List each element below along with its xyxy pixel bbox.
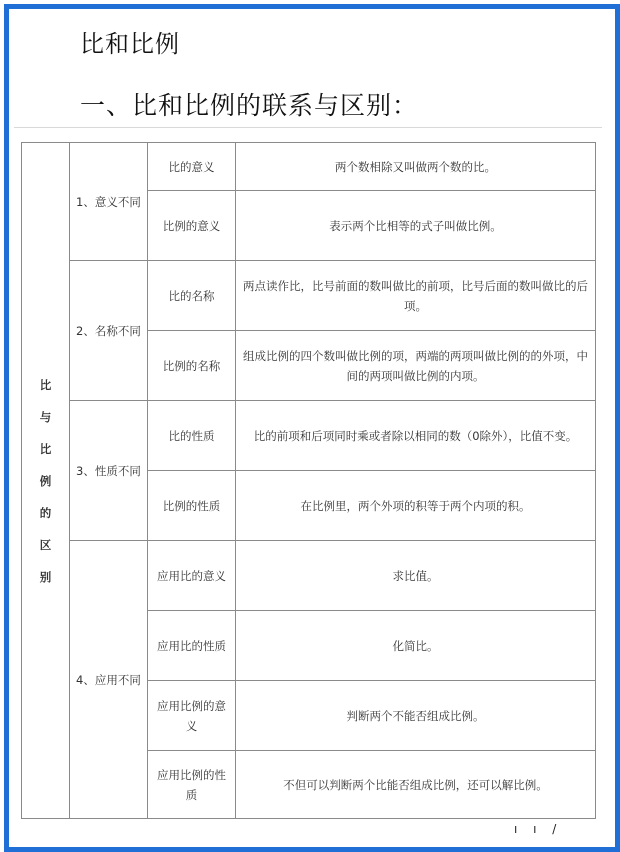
table-row xyxy=(22,261,596,331)
row-header-char: 比 xyxy=(39,377,52,392)
footer-marks: ı ı / xyxy=(514,822,563,836)
row-header-char: 的 xyxy=(39,505,52,520)
aspect-cell: 比例的性质 xyxy=(148,471,236,541)
group-label-meaning: 1、意义不同 xyxy=(70,143,148,261)
row-header-char: 比 xyxy=(39,441,52,456)
aspect-cell: 比例的意义 xyxy=(148,191,236,261)
description-cell: 求比值。 xyxy=(236,541,596,611)
aspect-cell: 应用比例的性质 xyxy=(148,751,236,819)
description-cell: 组成比例的四个数叫做比例的项，两端的两项叫做比例的的外项，中间的两项叫做比例的内项。 xyxy=(236,331,596,401)
section-heading: 一、比和比例的联系与区别： xyxy=(80,91,419,120)
row-header-char: 区 xyxy=(39,537,52,552)
row-header-char: 例 xyxy=(39,473,52,488)
aspect-cell: 比例的名称 xyxy=(148,331,236,401)
aspect-cell: 比的性质 xyxy=(148,401,236,471)
description-cell: 两个数相除又叫做两个数的比。 xyxy=(236,143,596,191)
description-cell: 化简比。 xyxy=(236,611,596,681)
table-row xyxy=(22,541,596,611)
group-label-name: 2、名称不同 xyxy=(70,261,148,401)
aspect-cell: 比的名称 xyxy=(148,261,236,331)
description-cell: 判断两个不能否组成比例。 xyxy=(236,681,596,751)
group-label-application: 4、应用不同 xyxy=(70,541,148,819)
description-cell: 两点读作比，比号前面的数叫做比的前项，比号后面的数叫做比的后项。 xyxy=(236,261,596,331)
group-label-property: 3、性质不同 xyxy=(70,401,148,541)
aspect-cell: 应用比例的意义 xyxy=(148,681,236,751)
page-title: 比和比例 xyxy=(80,30,180,58)
row-header-char: 别 xyxy=(39,569,52,584)
description-cell: 表示两个比相等的式子叫做比例。 xyxy=(236,191,596,261)
comparison-table xyxy=(21,142,596,819)
divider xyxy=(14,127,602,128)
aspect-cell: 应用比的意义 xyxy=(148,541,236,611)
description-cell: 不但可以判断两个比能否组成比例，还可以解比例。 xyxy=(236,751,596,819)
aspect-cell: 应用比的性质 xyxy=(148,611,236,681)
description-cell: 比的前项和后项同时乘或者除以相同的数（0除外），比值不变。 xyxy=(236,401,596,471)
aspect-cell: 比的意义 xyxy=(148,143,236,191)
table-row xyxy=(22,143,596,191)
row-header-char: 与 xyxy=(39,409,52,424)
description-cell: 在比例里，两个外项的积等于两个内项的积。 xyxy=(236,471,596,541)
table-row xyxy=(22,401,596,471)
row-header-vertical xyxy=(22,143,70,819)
